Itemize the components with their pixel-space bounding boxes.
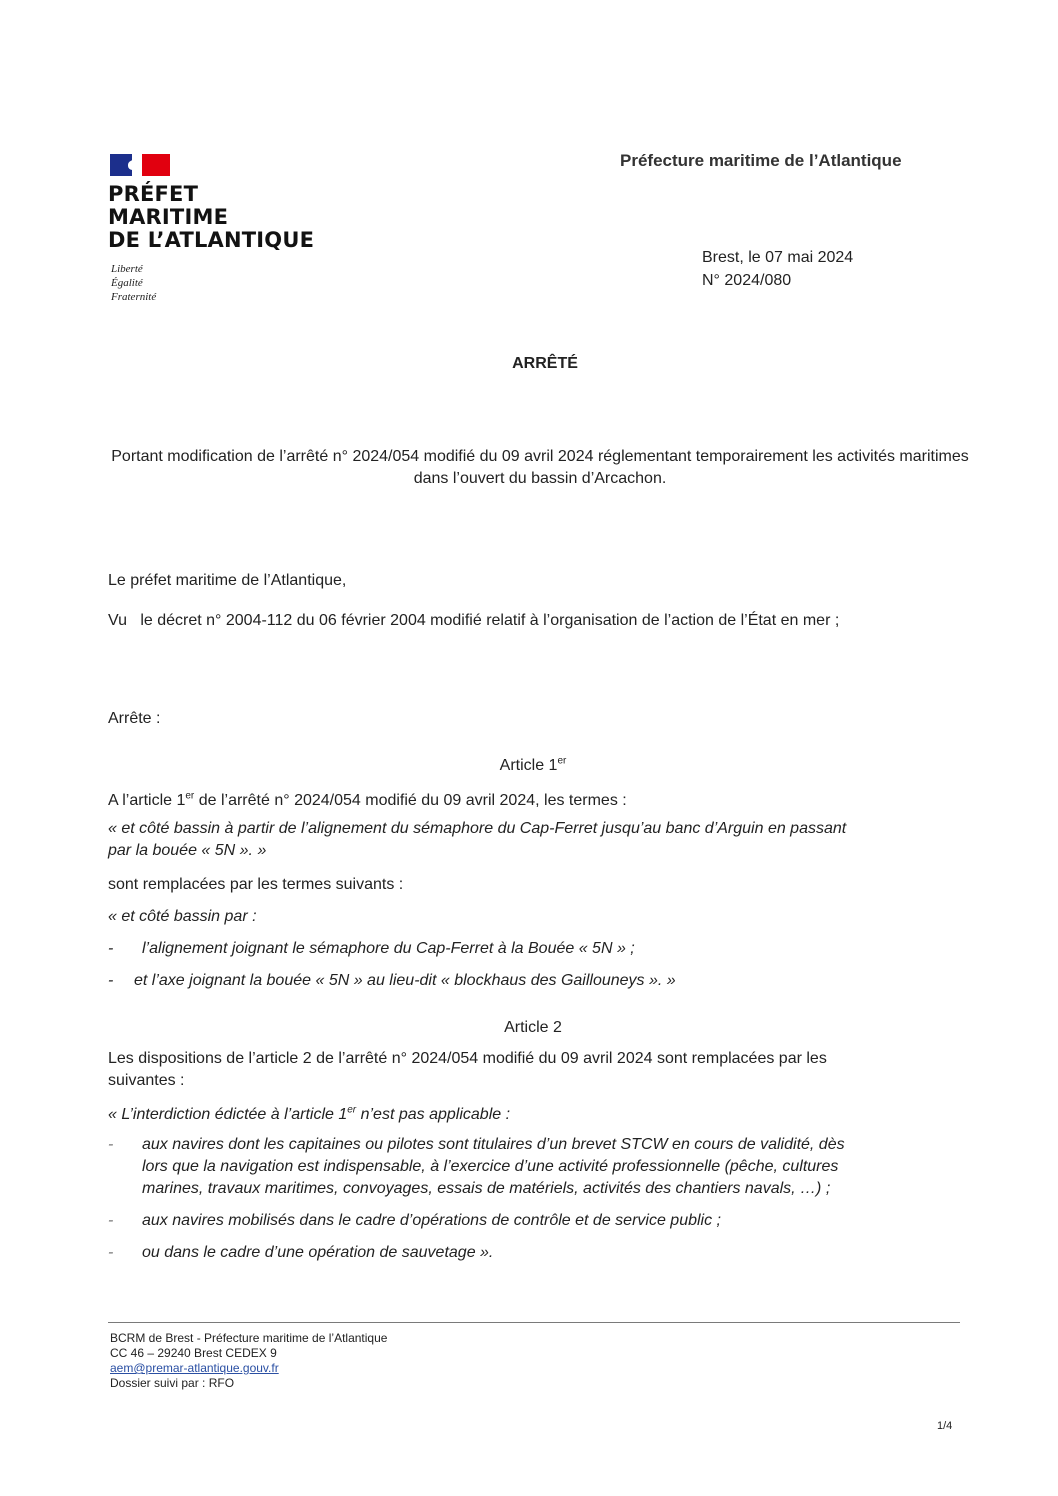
article-1-replaced: sont remplacées par les termes suivants : xyxy=(108,876,404,893)
bullet-line: marines, travaux maritimes, convoyages, essais de matériels, activités des chantiers navals, …) ; xyxy=(142,1180,831,1197)
footer-block xyxy=(110,1331,387,1391)
article-2-quote-b: n’est pas applicable : xyxy=(356,1106,511,1123)
logo-title-line-2: MARITIME xyxy=(108,205,229,229)
document-subject: Portant modification de l’arrêté n° 2024/054 modifié du 09 avril 2024 réglementant temporairement les activités maritimes dans l’ouvert du bassin d’Arcachon. xyxy=(111,448,969,487)
bullet-line: lors que la navigation est indispensable, à l’exercice d’une activité professionnelle (pêche, cultures xyxy=(142,1158,839,1175)
motto-egalite: Égalité xyxy=(111,277,143,289)
institution-name: Préfecture maritime de l’Atlantique xyxy=(620,151,902,170)
prefet-logo-title xyxy=(108,183,314,252)
article-2-bullet-text xyxy=(142,1134,845,1200)
motto-liberte: Liberté xyxy=(111,263,143,275)
vu-line xyxy=(108,610,839,632)
article-2-quote xyxy=(108,1104,510,1126)
article-1-intro-a: A l’article 1 xyxy=(108,792,186,809)
logo-title-line-1: PRÉFET xyxy=(108,182,199,206)
vu-text: le décret n° 2004-112 du 06 février 2004 modifié relatif à l’organisation de l’action de l’État en mer ; xyxy=(140,612,840,629)
article-1-new-intro: « et côté bassin par : xyxy=(108,908,257,925)
article-2-intro-line-2: suivantes : xyxy=(108,1072,185,1089)
article-1-heading xyxy=(0,757,1058,775)
dash-marker: - xyxy=(108,1136,114,1153)
logo-title-line-3: DE L’ATLANTIQUE xyxy=(108,228,315,252)
article-2-quote-sup: er xyxy=(347,1104,357,1116)
vu-label: Vu xyxy=(108,612,127,629)
arrete-line: Arrête : xyxy=(108,710,161,727)
article-1-old-terms xyxy=(108,818,846,862)
article-1-bullet xyxy=(108,938,635,960)
article-2-quote-a: « L’interdiction édictée à l’article 1 xyxy=(108,1106,348,1123)
document-title: ARRÊTÉ xyxy=(512,355,578,372)
article-2-bullet xyxy=(108,1210,721,1232)
article-2-bullet xyxy=(108,1242,493,1264)
dash-marker: - xyxy=(108,1244,114,1261)
article-1-heading-sup: er xyxy=(557,755,567,767)
bullet-line: aux navires dont les capitaines ou pilotes sont titulaires d’un brevet STCW en cours de validité, dès xyxy=(142,1136,845,1153)
republic-motto xyxy=(111,262,156,304)
old-terms-line-2: par la bouée « 5N ». » xyxy=(108,842,267,859)
dash-marker: - xyxy=(108,1212,114,1229)
dash-marker: - xyxy=(108,972,114,989)
decree-number: N° 2024/080 xyxy=(702,272,792,289)
article-1-heading-text: Article 1 xyxy=(499,757,558,774)
page-number: 1/4 xyxy=(937,1420,953,1432)
article-1-intro-sup: er xyxy=(185,790,195,802)
article-1-intro-b: de l’arrêté n° 2024/054 modifié du 09 avril 2024, les termes : xyxy=(194,792,627,809)
article-2-bullet-text: aux navires mobilisés dans le cadre d’opérations de contrôle et de service public ; xyxy=(142,1212,721,1229)
article-2-intro xyxy=(108,1048,827,1092)
article-1-intro xyxy=(108,790,627,812)
authority-line: Le préfet maritime de l’Atlantique, xyxy=(108,572,347,589)
marianne-flag-logo xyxy=(110,154,170,176)
article-2-heading: Article 2 xyxy=(504,1019,562,1036)
article-1-bullet-text: l’alignement joignant le sémaphore du Cap-Ferret à la Bouée « 5N » ; xyxy=(142,940,635,957)
dash-marker: - xyxy=(108,940,114,957)
old-terms-line-1: « et côté bassin à partir de l’alignement du sémaphore du Cap-Ferret jusqu’au banc d’Arguin en passant xyxy=(108,820,847,837)
footer-address-1: BCRM de Brest - Préfecture maritime de l’Atlantique xyxy=(110,1331,388,1345)
place-date-block xyxy=(702,246,853,292)
footer-dossier: Dossier suivi par : RFO xyxy=(110,1376,235,1390)
article-1-bullet xyxy=(108,970,676,992)
article-2-bullet xyxy=(108,1134,845,1200)
footer-divider xyxy=(108,1322,960,1323)
place-date: Brest, le 07 mai 2024 xyxy=(702,249,854,266)
article-2-intro-line-1: Les dispositions de l’article 2 de l’arrêté n° 2024/054 modifié du 09 avril 2024 sont remplacées par les xyxy=(108,1050,827,1067)
footer-email-link[interactable]: aem@premar-atlantique.gouv.fr xyxy=(110,1361,279,1375)
article-1-bullet-text: et l’axe joignant la bouée « 5N » au lieu-dit « blockhaus des Gaillouneys ». » xyxy=(134,972,676,989)
footer-address-2: CC 46 – 29240 Brest CEDEX 9 xyxy=(110,1346,277,1360)
article-2-bullet-text: ou dans le cadre d’une opération de sauvetage ». xyxy=(142,1244,494,1261)
motto-fraternite: Fraternité xyxy=(111,291,157,303)
